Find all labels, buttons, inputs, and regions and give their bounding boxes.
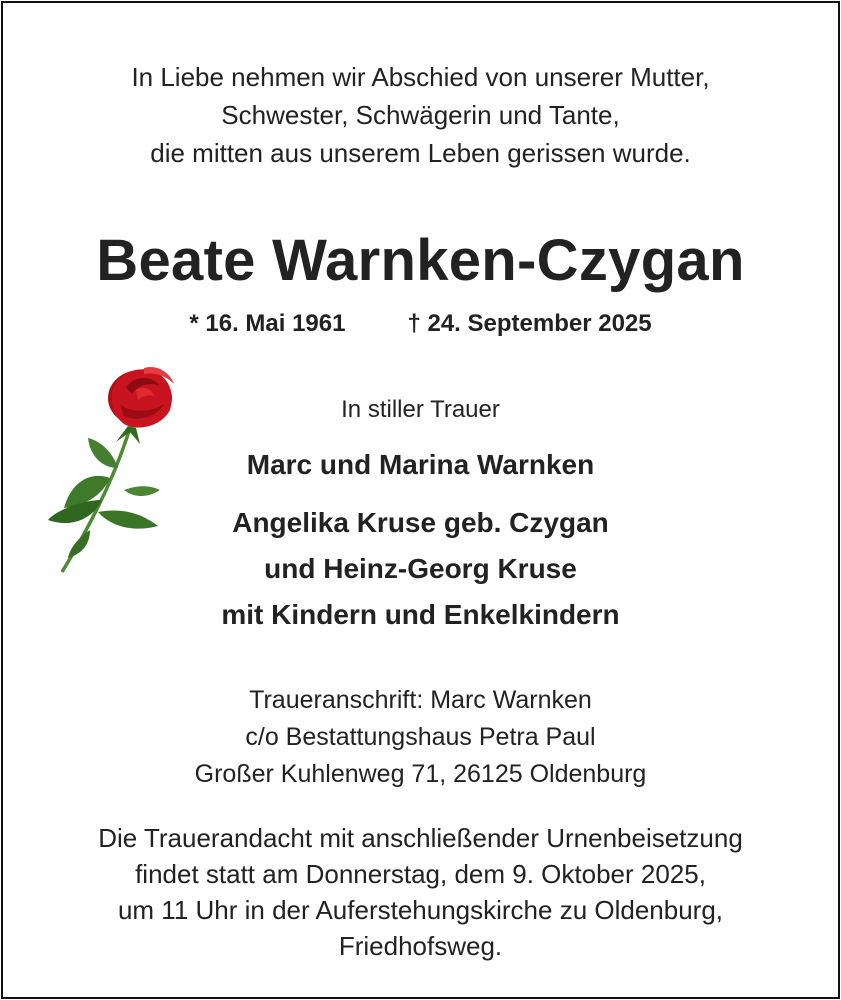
address-line: c/o Bestattungshaus Petra Paul [245, 723, 596, 751]
mourner-family-1 [0, 442, 841, 488]
mourner-family-2 [0, 500, 841, 638]
service-info [0, 820, 841, 964]
intro-line: die mitten aus unserem Leben gerissen wurde. [150, 138, 691, 168]
service-line: Friedhofsweg. [338, 931, 503, 961]
life-dates [0, 308, 841, 340]
birth-date: * 16. Mai 1961 [189, 310, 346, 337]
mourner-line: Marc und Marina Warnken [246, 449, 595, 480]
service-line: um 11 Uhr in der Auferstehungskirche zu Oldenburg, [117, 895, 724, 925]
death-date: † 24. September 2025 [407, 310, 652, 337]
intro-text [0, 58, 841, 172]
service-line: findet statt am Donnerstag, dem 9. Oktober 2025, [135, 859, 706, 889]
mourner-line: mit Kindern und Enkelkindern [221, 599, 620, 630]
mourning-address [0, 682, 841, 793]
service-line: Die Trauerandacht mit anschließender Urnenbeisetzung [98, 823, 743, 853]
address-line: Großer Kuhlenweg 71, 26125 Oldenburg [194, 760, 647, 788]
mourner-line: Angelika Kruse geb. Czygan [232, 507, 609, 538]
intro-line: In Liebe nehmen wir Abschied von unserer Mutter, [131, 62, 710, 92]
mourner-line: und Heinz-Georg Kruse [264, 553, 577, 584]
intro-line: Schwester, Schwägerin und Tante, [221, 100, 620, 130]
address-line: Traueranschrift: Marc Warnken [249, 686, 592, 714]
deceased-name: Beate Warnken-Czygan [96, 228, 745, 293]
mourning-heading: In stiller Trauer [341, 396, 500, 423]
